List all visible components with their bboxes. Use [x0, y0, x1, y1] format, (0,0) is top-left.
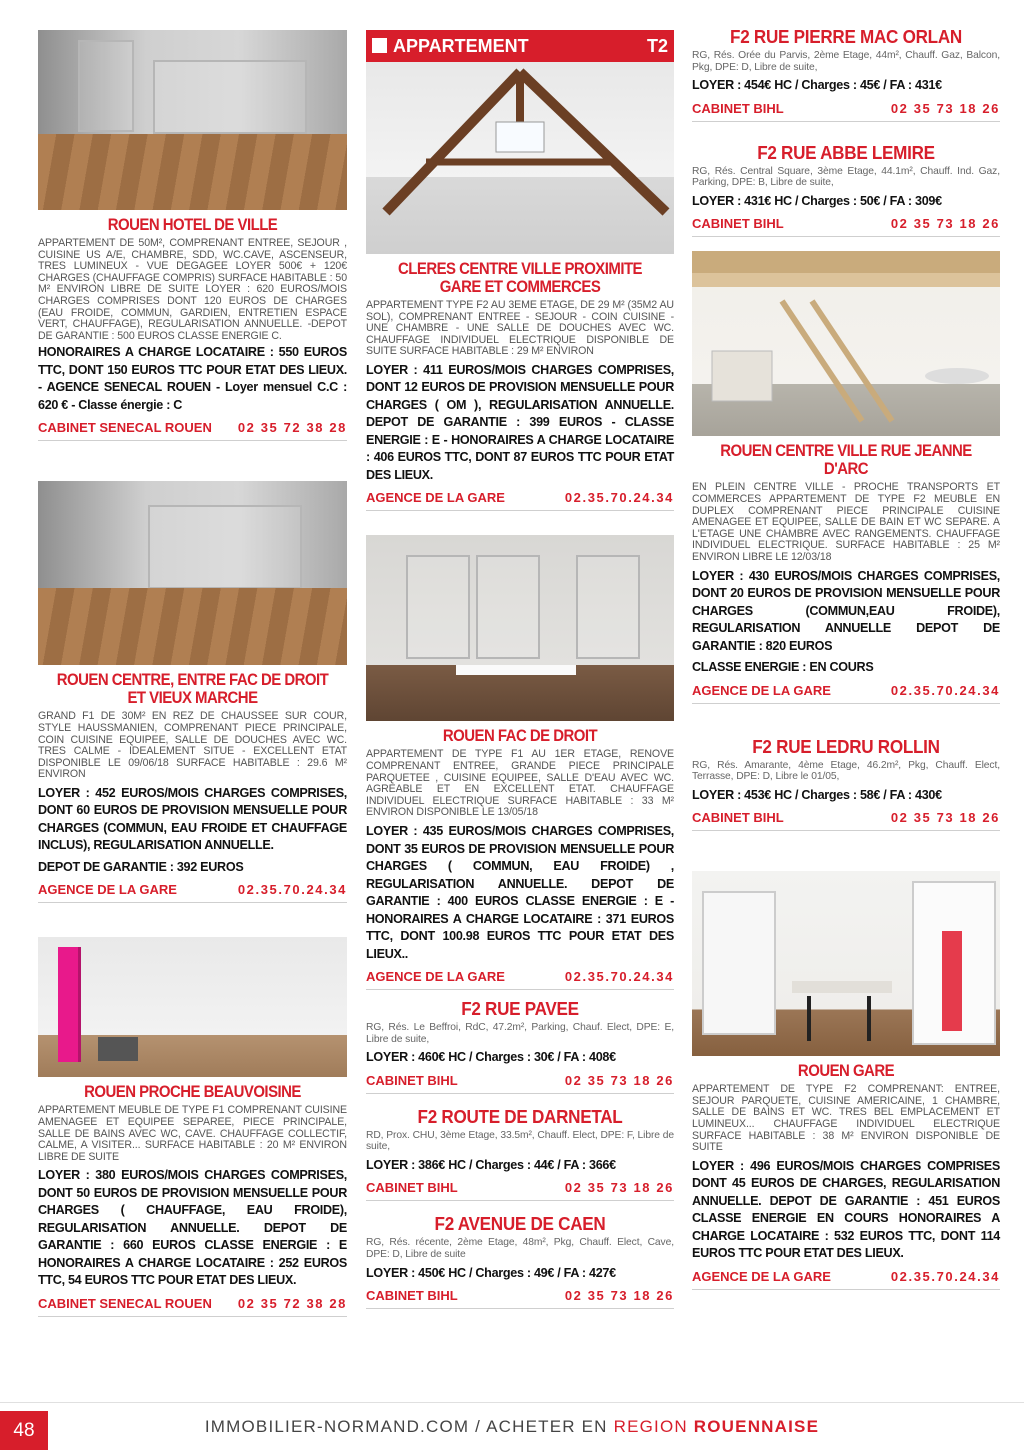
listing-contact — [692, 680, 1000, 704]
listing-contact — [38, 417, 347, 441]
agency-name: AGENCE DE LA GARE — [366, 490, 505, 506]
listing-description: RD, Prox. CHU, 3ème Etage, 33.5m², Chauff. Elect, DPE: F, Libre de suite, — [366, 1129, 674, 1153]
agency-phone[interactable]: 02 35 73 18 26 — [564, 1072, 674, 1088]
agency-name: CABINET SENECAL ROUEN — [38, 420, 212, 436]
listing-terms: HONORAIRES A CHARGE LOCATAIRE : 550 EUROS TTC, DONT 150 EUROS TTC POUR ETAT DES LIEUX. - AGENCE SENECAL ROUEN - Loyer mensuel C.C : 620 € - Classe énergie : C — [38, 345, 347, 412]
page-number: 48 — [0, 1411, 48, 1450]
listing-description: RG, Rés. Amarante, 4ème Etage, 46.2m², Pkg, Chauff. Elect, Terrasse, DPE: D, Libre le 01/05, — [692, 759, 1000, 783]
listing-contact — [692, 807, 1000, 831]
listing-title: F2 RUE PAVEE — [461, 999, 579, 1020]
listing-photo — [38, 937, 347, 1077]
agency-phone[interactable]: 02 35 73 18 26 — [890, 216, 1000, 232]
page-footer — [0, 1402, 1024, 1450]
banner-label: APPARTEMENT — [393, 35, 529, 56]
listing-terms: LOYER : 452 EUROS/MOIS CHARGES COMPRISES, DONT 60 EUROS DE PROVISION MENSUELLE POUR CHARGES (COMMUN, EAU FROIDE ET CHAUFFAGE INCLUS), REGULARISATION ANNUELLE. — [38, 785, 347, 853]
listing-terms: LOYER : 453€ HC / Charges : 58€ / FA : 430€ — [692, 787, 942, 802]
agency-phone[interactable]: 02 35 73 18 26 — [564, 1180, 674, 1196]
listing-terms: LOYER : 460€ HC / Charges : 30€ / FA : 408€ — [366, 1050, 616, 1065]
agency-phone[interactable]: 02 35 72 38 28 — [237, 1295, 347, 1311]
listing-description: APPARTEMENT DE 50M², COMPRENANT ENTREE, SEJOUR , CUISINE US A/E, CHAMBRE, SDD, WC.CAVE, ASCENSEUR, TRES LUMINEUX - VUE DEGAGEE LOYER 500€ + 120€ CHARGES (CHAUFFAGE COMPRIS) SURFACE HABITABLE : 50 M² ENVIRON LIBRE DE SUITE LOYER : 620 EUROS/MOIS CHARGES COMPRISES DONT 120 EUROS DE CHARGES (EAU FROIDE, COMMUN, GARDIEN, ENTRETIEN ESPACE VERT, CHAUFFAGE), REGULARISATION ANNUELLE. -DEPOT DE GARANTIE : 500 EUROS CLASSE ENERGIE C. — [38, 237, 347, 342]
agency-name: CABINET BIHL — [366, 1288, 458, 1304]
footer-line — [0, 1417, 1024, 1437]
listing-title: ROUEN CENTRE, ENTRE FAC DE DROIT ET VIEUX MARCHE — [56, 670, 329, 708]
listing-description: APPARTEMENT DE TYPE F1 AU 1ER ETAGE, RENOVE COMPRENANT ENTREE, GRANDE PIECE PRINCIPALE PARQUETEE , CUISINE EQUIPEE, SALLE D'EAU AVEC WC. AGREABLE ET EN EXCELLENT ETAT. CHAUFFAGE INDIVIDUEL ELECTRIQUE SURFACE HABITABLE : 33 M² ENVIRON DISPONIBLE LE 13/05/18 — [366, 748, 674, 819]
agency-name: CABINET BIHL — [366, 1180, 458, 1196]
listing-photo — [692, 251, 1000, 436]
listing-photo — [366, 535, 674, 721]
listing-terms: LOYER : 380 EUROS/MOIS CHARGES COMPRISES, DONT 50 EUROS DE PROVISION MENSUELLE POUR CHARGES ( CHAUFFAGE, EAU FROIDE), REGULARISATION ANNUELLE. DEPOT DE GARANTIE : 660 EUROS CLASSE ENERGIE : E HONORAIRES A CHARGE LOCATAIRE : 252 EUROS TTC, 54 EUROS TTC POUR ETAT DES LIEUX. — [38, 1168, 347, 1288]
listing-contact — [366, 487, 674, 511]
listing-terms: LOYER : 411 EUROS/MOIS CHARGES COMPRISES, DONT 12 EUROS DE PROVISION MENSUELLE POUR CHARGES ( OM ), REGULARISATION ANNUELLE. DEPOT DE GARANTIE : 399 EUROS - CLASSE ENERGIE : E - HONORAIRES A CHARGE LOCATAIRE : 406 EUROS TTC, DONT 87 EUROS TTC POUR ETAT DES LIEUX. — [366, 362, 674, 482]
agency-name: AGENCE DE LA GARE — [366, 969, 505, 985]
agency-name: AGENCE DE LA GARE — [692, 682, 831, 698]
agency-phone[interactable]: 02 35 73 18 26 — [564, 1288, 674, 1304]
listing-title: F2 RUE PIERRE MAC ORLAN — [730, 27, 962, 47]
listing-title: ROUEN HOTEL DE VILLE — [107, 215, 278, 234]
agency-name: CABINET SENECAL ROUEN — [38, 1295, 212, 1311]
agency-phone[interactable]: 02.35.70.24.34 — [564, 490, 674, 506]
listing-deposit: DEPOT DE GARANTIE : 392 EUROS — [38, 859, 244, 874]
agency-name: CABINET BIHL — [366, 1072, 458, 1088]
square-icon — [372, 38, 387, 53]
listing-contact — [692, 1266, 1000, 1290]
staircase-graphic — [692, 251, 1000, 436]
listing-title: ROUEN GARE — [797, 1061, 895, 1081]
column-3 — [692, 0, 1000, 1290]
attic-beams-graphic — [366, 62, 674, 254]
agency-phone[interactable]: 02.35.70.24.34 — [237, 882, 347, 898]
listing-description: GRAND F1 DE 30M² EN REZ DE CHAUSSEE SUR COUR, STYLE HAUSSMANIEN, COMPRENANT PIECE PRINCIPALE, COIN CUISINE EQUIPEE, SALLE DE DOUCHES AVEC WC. TRES CALME - IDEALEMENT SITUE - EXCELLENT ETAT DISPONIBLE LE 09/06/18 SURFACE HABITABLE : 29.6 M² ENVIRON — [38, 710, 347, 781]
listing-description: APPARTEMENT MEUBLE DE TYPE F1 COMPRENANT CUISINE AMENAGEE ET EQUIPEE SEPAREE, PIECE PRINCIPALE, SALLE DE BAINS AVEC WC, CAVE. CHAUFFAGE COLLECTIF, CALME, A VISITER... SURFACE HABITABLE : 20 M² ENVIRON LIBRE DE SUITE — [38, 1104, 347, 1163]
listing-photo — [38, 481, 347, 665]
listing-photo — [692, 871, 1000, 1056]
agency-phone[interactable]: 02 35 73 18 26 — [890, 810, 1000, 826]
footer-city: ROUENNAISE — [693, 1417, 820, 1436]
listing-contact — [366, 966, 674, 990]
listing-terms: LOYER : 430 EUROS/MOIS CHARGES COMPRISES, DONT 20 EUROS DE PROVISION MENSUELLE POUR CHARGES (COMMUN,EAU FROIDE), REGULARISATION ANNUELLE DEPOT DE GARANTIE : 820 EUROS — [692, 568, 1000, 653]
column-2 — [366, 0, 674, 1309]
listing-contact — [366, 1070, 674, 1094]
listing-terms: LOYER : 435 EUROS/MOIS CHARGES COMPRISES, DONT 35 EUROS DE PROVISION MENSUELLE POUR CHARGES ( COMMUN, EAU FROIDE) , REGULARISATION ANNUELLE. DEPOT DE GARANTIE : 400 EUROS CLASSE ENERGIE : E - HONORAIRES A CHARGE LOCATAIRE : 371 EUROS TTC, DONT 100.98 EUROS TTC POUR ETAT DES LIEUX.. — [366, 824, 674, 961]
agency-phone[interactable]: 02 35 72 38 28 — [237, 420, 347, 436]
agency-name: AGENCE DE LA GARE — [692, 1268, 831, 1284]
listing-description: RG, Rés. Le Beffroi, RdC, 47.2m², Parking, Chauf. Elect, DPE: E, Libre de suite, — [366, 1022, 674, 1045]
listing-contact — [366, 1177, 674, 1201]
listing-terms: LOYER : 496 EUROS/MOIS CHARGES COMPRISES DONT 45 EUROS DE CHARGES, REGULARISATION ANNUELLE. DEPOT DE GARANTIE : 451 EUROS CLASSE ENERGIE EN COURS HONORAIRES A CHARGE LOCATAIRE : 532 EUROS TTC, DONT 114 EUROS TTC POUR ETAT DES LIEUX. — [692, 1158, 1000, 1261]
listing-title: ROUEN FAC DE DROIT — [442, 726, 598, 746]
listing-contact — [38, 879, 347, 903]
category-banner — [366, 30, 674, 62]
listing-title: ROUEN PROCHE BEAUVOISINE — [84, 1082, 301, 1102]
agency-phone[interactable]: 02.35.70.24.34 — [890, 1268, 1000, 1284]
agency-name: AGENCE DE LA GARE — [38, 882, 177, 898]
footer-acheter: ACHETER EN — [486, 1417, 614, 1436]
column-1 — [38, 0, 347, 1317]
listing-title: ROUEN CENTRE VILLE RUE JEANNE D'ARC — [720, 441, 972, 479]
agency-phone[interactable]: 02.35.70.24.34 — [564, 969, 674, 985]
listing-contact — [692, 98, 1000, 122]
listing-title: F2 ROUTE DE DARNETAL — [417, 1106, 623, 1127]
listing-contact — [692, 213, 1000, 237]
listing-title: F2 AVENUE DE CAEN — [434, 1214, 606, 1235]
agency-name: CABINET BIHL — [692, 100, 784, 116]
listing-terms: LOYER : 450€ HC / Charges : 49€ / FA : 427€ — [366, 1265, 616, 1280]
listing-terms: LOYER : 454€ HC / Charges : 45€ / FA : 431€ — [692, 78, 942, 93]
listing-description: RG, Rés. Central Square, 3ème Etage, 44.1m², Chauff. Ind. Gaz, Parking, DPE: B, Libre de suite, — [692, 165, 1000, 189]
listing-energy-class: CLASSE ENERGIE : EN COURS — [692, 660, 874, 675]
listing-contact — [366, 1285, 674, 1309]
listing-terms: LOYER : 386€ HC / Charges : 44€ / FA : 366€ — [366, 1157, 616, 1172]
listing-description: RG, Rés. récente, 2ème Etage, 48m², Pkg, Chauff. Elect, Cave, DPE: D, Libre de suite — [366, 1237, 674, 1260]
banner-type: T2 — [646, 35, 668, 56]
footer-site[interactable]: IMMOBILIER-NORMAND.COM — [204, 1417, 470, 1436]
listing-description: RG, Rés. Orée du Parvis, 2ème Etage, 44m², Chauff. Gaz, Balcon, Pkg, DPE: D, Libre de suite, — [692, 50, 1000, 73]
listing-terms: LOYER : 431€ HC / Charges : 50€ / FA : 309€ — [692, 193, 942, 208]
listing-description: APPARTEMENT DE TYPE F2 COMPRENANT: ENTREE, SEJOUR PARQUETE, CUISINE AMERICAINE, 1 CHAMBRE, SALLE DE BAINS ET WC. TRES BEL EMPLACEMENT ET LUMINEUX... CHAUFFAGE INDIVIDUEL ELECTRIQUE SURFACE HABITABLE : 38 M² ENVIRON DISPONIBLE DE SUITE — [692, 1083, 1000, 1154]
listing-contact — [38, 1293, 347, 1317]
listing-title: CLERES CENTRE VILLE PROXIMITE GARE ET COMMERCES — [397, 259, 643, 296]
agency-phone[interactable]: 02 35 73 18 26 — [890, 100, 1000, 116]
listing-description: EN PLEIN CENTRE VILLE - PROCHE TRANSPORTS ET COMMERCES APPARTEMENT DE TYPE F2 MEUBLE EN DUPLEX COMPRENANT PIECE PRINCIPALE CUISINE AMENAGEE ET EQUIPEE, SALLE DE BAIN ET WC SEPARE. A L'ETAGE UNE CHAMBRE AVEC RANGEMENTS. CHAUFFAGE INDIVIDUEL ELECTRIQUE. SURFACE HABITABLE : 25 M² ENVIRON LIBRE LE 12/03/18 — [692, 481, 1000, 563]
agency-name: CABINET BIHL — [692, 810, 784, 826]
listing-photo — [366, 62, 674, 254]
listing-photo — [38, 30, 347, 210]
listing-description: APPARTEMENT TYPE F2 AU 3EME ETAGE, DE 29 M² (35M2 AU SOL), COMPRENANT ENTREE - SEJOUR - COIN CUISINE - UNE CHAMBRE - UNE SALLE DE DOUCHES AVEC WC. CHAUFFAGE INDIVIDUEL ELECTRIQUE DISPONIBLE DE SUITE SURFACE HABITABLE : 29 M² ENVIRON — [366, 299, 674, 358]
agency-name: CABINET BIHL — [692, 216, 784, 232]
footer-sep: / — [469, 1417, 487, 1436]
listing-title: F2 RUE LEDRU ROLLIN — [752, 736, 940, 757]
agency-phone[interactable]: 02.35.70.24.34 — [890, 682, 1000, 698]
listing-title: F2 RUE ABBE LEMIRE — [757, 142, 935, 163]
footer-region: REGION — [613, 1417, 694, 1436]
